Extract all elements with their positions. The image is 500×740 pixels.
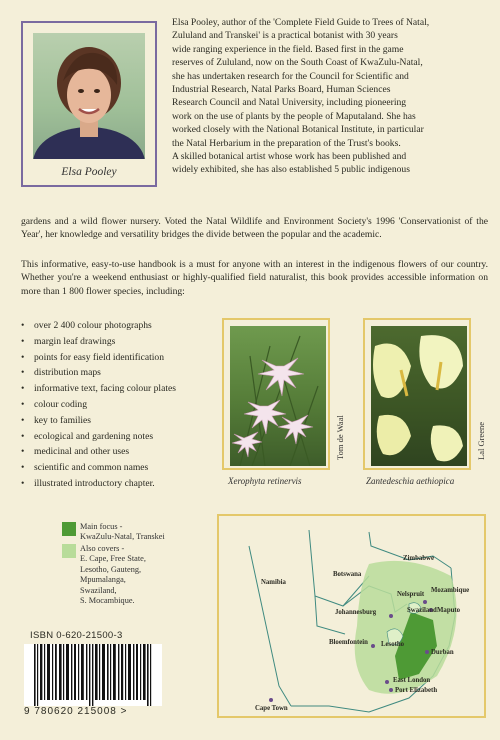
bullet-icon: • (21, 477, 25, 489)
bio-line: Zululand and Transkei' is a practical botanist with 30 years (172, 30, 398, 42)
plant-photo-frame-2 (363, 318, 486, 470)
distribution-map (217, 514, 486, 718)
author-bio-continued: gardens and a wild flower nursery. Voted the Natal Wildlife and Environment Society's 1996 'Conservationist of the Year', her knowledge and versatility bridges the divide between the popular and the academic. (21, 216, 488, 241)
southern-africa-map (219, 516, 484, 716)
map-label-bloemfontein: Bloemfontein (329, 639, 368, 646)
bio-line: work on the use of plants by the people of Maputaland. She has (172, 110, 416, 122)
author-portrait-frame (21, 21, 157, 187)
plant-caption: Xerophyta retinervis (228, 476, 302, 486)
author-caption: Elsa Pooley (61, 166, 117, 178)
map-label-zimbabwe: Zimbabwe (403, 555, 434, 562)
feature-item: • margin leaf drawings (21, 334, 211, 350)
barcode-bars (24, 644, 162, 706)
feature-item: • illustrated introductory chapter. (21, 476, 211, 492)
bio-line: the Natal Herbarium in the preparation of the Trust's books. (172, 137, 401, 149)
bio-line: worked closely with the National Botanical Institute, in particular (172, 124, 424, 136)
map-label-mozambique: Mozambique (431, 587, 470, 594)
also-covers-legend: Also covers - E. Cape, Free State, Lesotho, Gauteng, Mpumalanga, Swaziland, S. Mocambique. (80, 544, 146, 606)
also-covers-swatch (62, 544, 76, 558)
feature-item: • ecological and gardening notes (21, 429, 211, 445)
feature-item: • colour coding (21, 397, 211, 413)
book-intro: This informative, easy-to-use handbook is a must for anyone with an interest in the indigenous flowers of our country. Whether you're a weekend enthusiast or highly-qualified field naturalist, this book provides accessible information on more than 1 800 flower species, including: (21, 259, 488, 297)
bio-line: she has undertaken research for the Council for Scientific and (172, 70, 409, 82)
map-label-nelspruit: Nelspruit (397, 591, 425, 598)
map-label-swaziland: Swaziland (407, 607, 437, 614)
isbn: ISBN 0-620-21500-3 (30, 630, 123, 641)
bullet-icon: • (21, 367, 25, 379)
feature-item: • over 2 400 colour photographs (21, 318, 211, 334)
feature-item: • scientific and common names (21, 460, 211, 476)
feature-item: • medicinal and other uses (21, 444, 211, 460)
bullet-icon: • (21, 351, 25, 363)
feature-item: • key to families (21, 413, 211, 429)
plant-caption: Zantedeschia aethiopica (366, 476, 455, 486)
main-focus-legend: Main focus - KwaZulu-Natal, Transkei (80, 522, 165, 542)
map-label-namibia: Namibia (261, 579, 286, 586)
bio-line: widely exhibited, she has also established 5 public indigenous (172, 164, 410, 176)
author-bio (172, 16, 488, 177)
map-label-east-london: East London (393, 677, 431, 684)
feature-item: • distribution maps (21, 365, 211, 381)
bio-line: A skilled botanical artist whose work has been published and (172, 151, 407, 163)
bio-line: Industrial Research, Natal Parks Board, Human Sciences (172, 84, 391, 96)
bio-line: wide ranging experience in the field. Based first in the game (172, 43, 404, 55)
bullet-icon: • (21, 430, 25, 442)
map-label-botswana: Botswana (333, 571, 362, 578)
barcode (24, 644, 162, 706)
bio-line: reserves of Zululand, now on the South Coast of KwaZulu-Natal, (172, 57, 423, 69)
photo-credit: Lal Greene (476, 422, 486, 460)
bio-line: Research Council and Natal University, including pioneering (172, 97, 407, 109)
bullet-icon: • (21, 398, 25, 410)
map-label-port-elizabeth: Port Elizabeth (395, 687, 438, 694)
author-photo (33, 33, 145, 159)
map-label-maputo: Maputo (437, 607, 461, 614)
bullet-icon: • (21, 320, 25, 331)
bio-line: Elsa Pooley, author of the 'Complete Field Guide to Trees of Natal, (172, 17, 430, 28)
bullet-icon: • (21, 462, 25, 474)
map-label-lesotho: Lesotho (381, 641, 405, 648)
calla-lilies-illustration (371, 326, 467, 466)
author-photo-illustration (33, 33, 145, 159)
photo-credit: Tom de Waal (335, 415, 345, 460)
bullet-icon: • (21, 335, 25, 347)
feature-item: • points for easy field identification (21, 350, 211, 366)
feature-list (21, 318, 211, 492)
bullet-icon: • (21, 446, 25, 458)
bullet-icon: • (21, 383, 25, 395)
plant-photo-frame-1 (222, 318, 345, 470)
barcode-digits: 9 780620 215008 > (24, 706, 128, 717)
lily-flowers-illustration (230, 326, 326, 466)
feature-item: • informative text, facing colour plates (21, 381, 211, 397)
bullet-icon: • (21, 414, 25, 426)
zantedeschia-photo (371, 326, 467, 466)
xerophyta-photo (230, 326, 326, 466)
map-label-cape-town: Cape Town (255, 705, 288, 712)
map-label-johannesburg: Johannesburg (335, 609, 377, 616)
main-focus-swatch (62, 522, 76, 536)
map-label-durban: Durban (431, 649, 454, 656)
